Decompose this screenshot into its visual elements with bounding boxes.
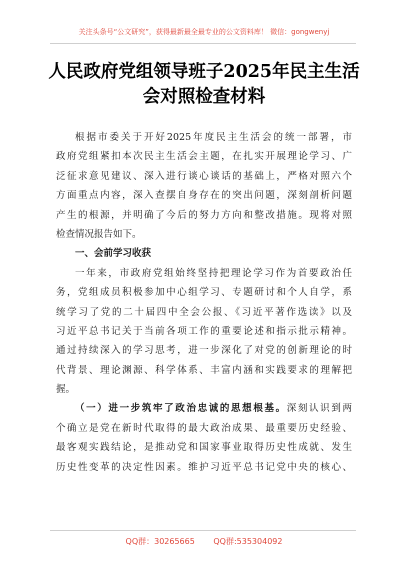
title-line-1: 人民政府党组领导班子2025年民主生活	[48, 62, 360, 82]
intro-line: 根据市委关于开好2025年度民主生活会的统一部署，市	[75, 132, 352, 143]
header-notice: 关注头条号“公文研究”，获得最新最全最专业的公文资料库！ 微信：gongwenyj	[78, 28, 330, 36]
intro-line: 泛征求意见建议、深入进行谈心谈话的基础上，严格对照六个	[56, 170, 352, 182]
footer-contact	[0, 536, 408, 547]
intro-line: 产生的根源，并明确了今后的努力方向和整改措施。现将对照	[56, 209, 352, 221]
footer-qq-group-1: QQ群：30265665	[125, 537, 195, 546]
intro-line: 检查情况报告如下。	[56, 228, 142, 240]
paragraph-line: 历史性变革的决定性因素。维护习近平总书记党中央的核心、	[56, 461, 352, 473]
subsection-line	[56, 399, 352, 418]
paragraph-line: 最客观实践结论，是推动党和国家事业取得历史性成就、发生	[56, 442, 352, 454]
paragraph-line: 一年来，市政府党组始终坚持把理论学习作为首要政治任	[75, 267, 352, 279]
header-divider	[50, 43, 356, 44]
footer-qq-group-2: QQ群:535304092	[213, 537, 283, 546]
document-title	[40, 60, 368, 110]
document-body	[56, 128, 352, 477]
intro-line: 方面重点内容，深入查摆自身存在的突出问题，深刻剖析问题	[56, 190, 352, 202]
intro-line: 政府党组紧扣本次民主生活会主题，在扎实开展理论学习、广	[56, 151, 352, 163]
title-line-2: 会对照检查材料	[142, 87, 266, 107]
paragraph-line: 通过持续深入的学习思考，进一步深化了对党的创新理论的时	[56, 345, 352, 357]
subsection-heading: （一）进一步筑牢了政治忠诚的思想根基。	[75, 403, 287, 415]
footer-divider	[50, 530, 356, 531]
paragraph-line: 个确立是党在新时代取得的最大政治成果、最重要历史经验、	[56, 422, 352, 434]
paragraph-line: 握。	[56, 384, 76, 396]
subsection-tail: 深刻认识到两	[286, 403, 352, 415]
paragraph-line: 习近平总书记关于当前各项工作的重要论述和指示批示精神。	[56, 325, 352, 337]
paragraph-line: 代背景、理论渊源、科学体系、丰富内涵和实践要求的理解把	[56, 364, 352, 376]
section-heading: 一、会前学习收获	[75, 248, 152, 260]
paragraph-line: 统学习了党的二十届四中全会公报、《习近平著作选读》以及	[56, 306, 352, 318]
paragraph-line: 务，党组成员积极参加中心组学习、专题研讨和个人自学，系	[56, 287, 352, 299]
